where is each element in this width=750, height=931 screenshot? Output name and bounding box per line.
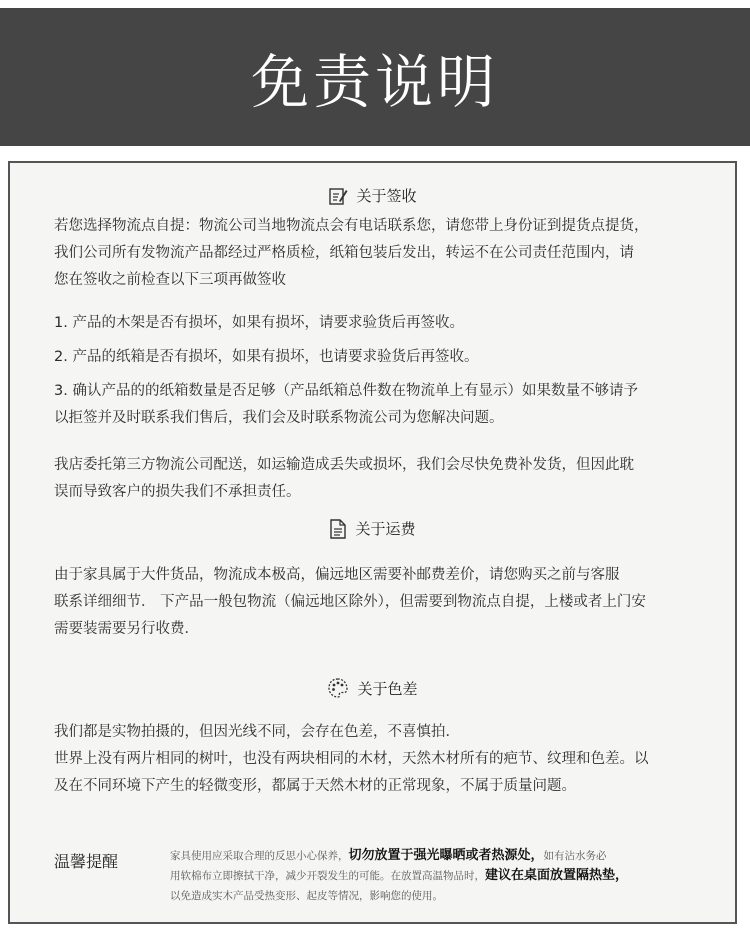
color-palette-icon bbox=[327, 677, 349, 699]
sign-intro-line: 若您选择物流点自提：物流公司当地物流点会有电话联系您，请您带上身份证到提货点提货， bbox=[54, 218, 649, 234]
sign-item-1 bbox=[54, 310, 704, 337]
color-line: 及在不同环境下产生的轻微变形，都属于天然木材的正常现象，不属于质量问题。 bbox=[54, 778, 576, 794]
sign-item-3-line: 3. 确认产品的的纸箱数量是否足够（产品纸箱总件数在物流单上有显示）如果数量不够请予 bbox=[54, 383, 638, 399]
tips-text: 如有沾水务必 bbox=[543, 850, 607, 862]
sign-intro bbox=[54, 213, 704, 294]
color-body bbox=[54, 719, 704, 800]
tips-line-3 bbox=[170, 886, 710, 906]
color-section-heading bbox=[10, 677, 735, 699]
sign-note bbox=[54, 452, 704, 506]
freight-line: 由于家具属于大件货品，物流成本极高，偏远地区需要补邮费差价，请您购买之前与客服 bbox=[54, 567, 620, 583]
tips-text: 家具使用应采取合理的反思小心保养， bbox=[170, 850, 349, 862]
sign-item-1-text: 1. 产品的木架是否有损坏，如果有损坏，请要求验货后再签收。 bbox=[54, 315, 464, 331]
tips-emphasis: 切勿放置于强光曝晒或者热源处， bbox=[348, 848, 544, 863]
edit-document-icon bbox=[328, 186, 348, 206]
sign-item-3-line: 以拒签并及时联系我们售后，我们会及时联系物流公司为您解决问题。 bbox=[54, 410, 504, 426]
sign-item-3 bbox=[54, 378, 704, 432]
sign-intro-line: 我们公司所有发物流产品都经过严格质检，纸箱包装后发出，转运不在公司责任范围内，请 bbox=[54, 245, 634, 261]
disclaimer-panel bbox=[8, 161, 737, 924]
freight-heading-text: 关于运费 bbox=[355, 520, 416, 538]
color-line: 世界上没有两片相同的树叶，也没有两块相同的木材，天然木材所有的疤节、纹理和色差。以 bbox=[54, 751, 649, 767]
sign-section-heading bbox=[10, 185, 735, 206]
tips-line-1 bbox=[170, 846, 710, 866]
tips-title: 温馨提醒 bbox=[54, 852, 119, 871]
sign-intro-line: 您在签收之前检查以下三项再做签收 bbox=[54, 272, 286, 288]
sign-item-2-text: 2. 产品的纸箱是否有损坏，如果有损坏，也请要求验货后再签收。 bbox=[54, 349, 479, 365]
color-line: 我们都是实物拍摄的，但因光线不同，会存在色差，不喜慎拍． bbox=[54, 724, 460, 740]
freight-section-heading bbox=[10, 518, 735, 539]
sign-note-line: 误而导致客户的损失我们不承担责任。 bbox=[54, 484, 301, 500]
sign-item-2 bbox=[54, 344, 704, 371]
tips-line-2 bbox=[170, 866, 710, 886]
page-title: 免责说明 bbox=[250, 48, 499, 116]
tips-emphasis: 建议在桌面放置隔热垫， bbox=[485, 868, 629, 883]
tips-body bbox=[170, 846, 710, 906]
tips-text: 以免造成实木产品受热变形、起皮等情况，影响您的使用。 bbox=[170, 890, 443, 902]
tips-text: 用软棉布立即擦拭干净，减少开裂发生的可能。在放置高温物品时， bbox=[170, 870, 485, 882]
freight-line: 联系详细细节． 下产品一般包物流（偏远地区除外），但需要到物流点自提，上楼或者上门安 bbox=[54, 594, 646, 610]
sign-heading-text: 关于签收 bbox=[356, 187, 417, 205]
color-heading-text: 关于色差 bbox=[357, 679, 418, 698]
freight-body bbox=[54, 562, 704, 643]
title-banner bbox=[0, 8, 750, 146]
sign-note-line: 我店委托第三方物流公司配送，如运输造成丢失或损坏，我们会尽快免费补发货，但因此耽 bbox=[54, 457, 634, 473]
document-icon bbox=[329, 519, 347, 539]
freight-line: 需要装需要另行收费． bbox=[54, 621, 199, 637]
